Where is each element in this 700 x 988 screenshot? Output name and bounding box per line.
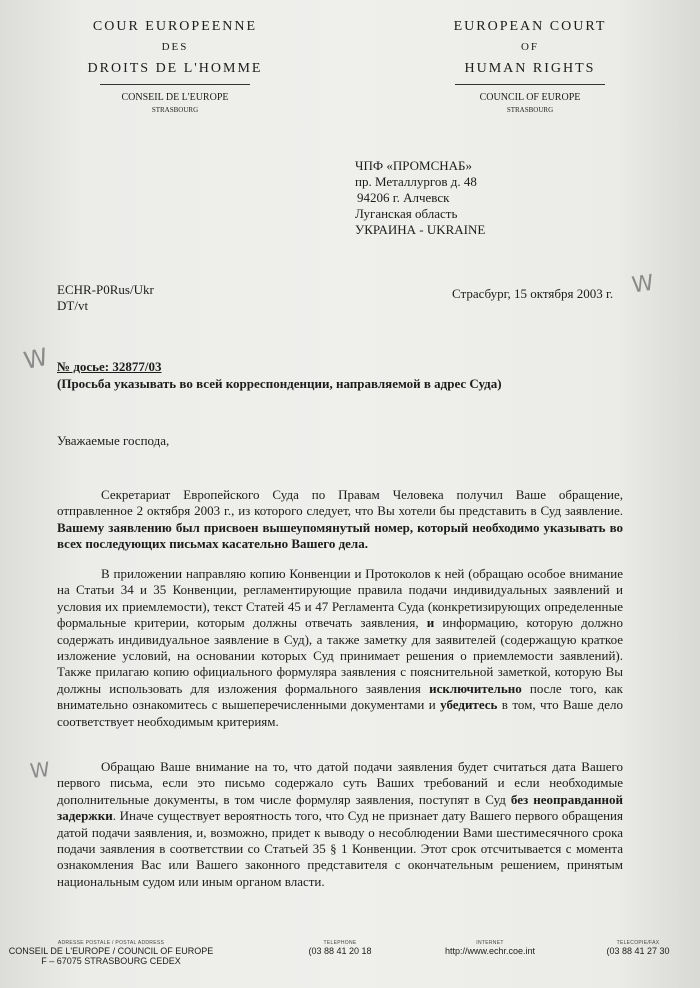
greeting: Уважаемые господа, bbox=[57, 433, 170, 448]
header-left-line3: DROITS DE L'HOMME bbox=[87, 61, 263, 76]
recipient-name: ЧПФ «ПРОМСНАБ» bbox=[355, 158, 472, 173]
footer-web-label: INTERNET bbox=[476, 940, 504, 946]
header-left-council: CONSEIL DE L'EUROPE bbox=[121, 92, 229, 103]
footer-postal-address bbox=[0, 940, 222, 966]
header-right-line3: HUMAN RIGHTS bbox=[464, 61, 596, 76]
paragraph-1 bbox=[57, 487, 623, 553]
paragraph-2-a: В приложении направляю копию Конвенции и Протоколов к ней (обращаю особое внимание на Статьи 34 и 35 Конвенции, регламентирующие правила подачи индивидуальных заявлений и условия их приемлемости), текст Статей 45 и 47 Регламента Суда (конкретизирующих определенные формальные критерии, которым должны отвечать заявления, bbox=[57, 566, 623, 631]
header-left-line1: COUR EUROPEENNE bbox=[92, 19, 258, 34]
header-right-council: COUNCIL OF EUROPE bbox=[479, 92, 581, 103]
handwritten-mark-3: W bbox=[28, 757, 51, 783]
paragraph-1-bold: Вашему заявлению был присвоен вышеупомянутый номер, который необходимо указывать во всех последующих письмах касательно Вашего дела. bbox=[57, 519, 623, 552]
paragraph-2-f: убедитесь bbox=[440, 697, 498, 713]
footer-telephone bbox=[295, 940, 385, 956]
footer-address-label: ADRESSE POSTALE / POSTAL ADDRESS bbox=[57, 940, 165, 946]
dossier-note: (Просьба указывать во всей корреспонденции, направляемой в адрес Суда) bbox=[57, 376, 502, 391]
paragraph-2-c: информацию, которую должно содержать индивидуальное заявление в Суд), а также заметку для заявителей (содержащую краткое изложение условий, на основании которых Суд принимает решения о приемлемости заявлений). Также прилагаю копию официального формуляра заявления с пояснительной заметкой, которую Вы должны использовать для изложения формального заявления bbox=[57, 615, 623, 696]
paragraph-2-g: в том, что Ваше дело соответствует необходимым критериям. bbox=[57, 697, 623, 729]
court-header-english bbox=[390, 16, 670, 115]
paragraph-3-c: . Иначе существует вероятность того, что Суд не признает дату Вашего первого обращения датой подачи заявления, и, возможно, придет к выводу о несоблюдении Вами шестимесячного срока подачи заявления в соответствии со Статьей 35 § 1 Конвенции. Этот срок отсчитывается с момента ознакомления Вас или Вашего законного представителя с окончательным решением, принятым национальным судом или иным органом власти. bbox=[57, 808, 623, 889]
paragraph-2 bbox=[57, 566, 623, 730]
footer-internet bbox=[425, 940, 555, 956]
footer-address-line2: F – 67075 STRASBOURG CEDEX bbox=[41, 956, 181, 966]
header-left-rule bbox=[100, 84, 250, 85]
paragraph-2-b: и bbox=[426, 615, 435, 631]
footer-tel-label: TELEPHONE bbox=[323, 940, 357, 946]
footer-address-line1: CONSEIL DE L'EUROPE / COUNCIL OF EUROPE bbox=[8, 946, 214, 956]
recipient-country: УКРАИНА - UKRAINE bbox=[355, 222, 486, 237]
paragraph-1-text: Секретариат Европейского Суда по Правам Человека получил Ваше обращение, отправленное 2 октября 2003 г., из которого следует, что Вы хотели бы представить в Суд заявление. bbox=[57, 487, 623, 519]
recipient-address bbox=[355, 158, 485, 238]
paragraph-3-b: без неоправданной задержки bbox=[57, 791, 623, 824]
footer-fax bbox=[588, 940, 688, 956]
footer-fax-label: TELECOPIE/FAX bbox=[616, 940, 660, 946]
header-right-line1: EUROPEAN COURT bbox=[453, 19, 607, 34]
paragraph-3 bbox=[57, 759, 623, 890]
header-left-line2: DES bbox=[161, 41, 189, 53]
recipient-region: Луганская область bbox=[355, 206, 458, 221]
footer-fax-value: (03 88 41 27 30 bbox=[606, 946, 670, 956]
dossier-block bbox=[57, 358, 502, 392]
reference-line1: ECHR-P0Rus/Ukr bbox=[57, 282, 154, 297]
paragraph-2-e: после того, как внимательно ознакомитесь с вышеперечисленными документами и bbox=[57, 680, 623, 713]
recipient-city: 94206 г. Алчевск bbox=[357, 190, 450, 205]
recipient-street: пр. Металлургов д. 48 bbox=[355, 174, 477, 189]
handwritten-mark-2: W bbox=[21, 342, 51, 376]
header-left-city: STRASBOURG bbox=[151, 106, 199, 114]
paragraph-2-d: исключительно bbox=[429, 680, 522, 696]
reference-block bbox=[57, 282, 154, 314]
header-right-line2: OF bbox=[520, 41, 540, 53]
header-right-rule bbox=[455, 84, 605, 85]
dossier-number: № досье: 32877/03 bbox=[57, 359, 162, 374]
paragraph-3-a: Обращаю Ваше внимание на то, что датой подачи заявления будет считаться дата Вашего первого письма, если это письмо содержало суть Ваших требований и если необходимые дополнительные документы, в том числе формуляр заявления, поступят в Суд bbox=[57, 759, 623, 807]
reference-line2: DT/vt bbox=[57, 298, 89, 313]
court-header-french bbox=[40, 16, 310, 115]
footer-tel-value: (03 88 41 20 18 bbox=[308, 946, 372, 956]
letter-date: Страсбург, 15 октября 2003 г. bbox=[452, 286, 614, 301]
handwritten-mark-1: W bbox=[630, 270, 656, 299]
footer-web-link[interactable]: http://www.echr.coe.int bbox=[444, 946, 536, 956]
header-right-city: STRASBOURG bbox=[506, 106, 554, 114]
